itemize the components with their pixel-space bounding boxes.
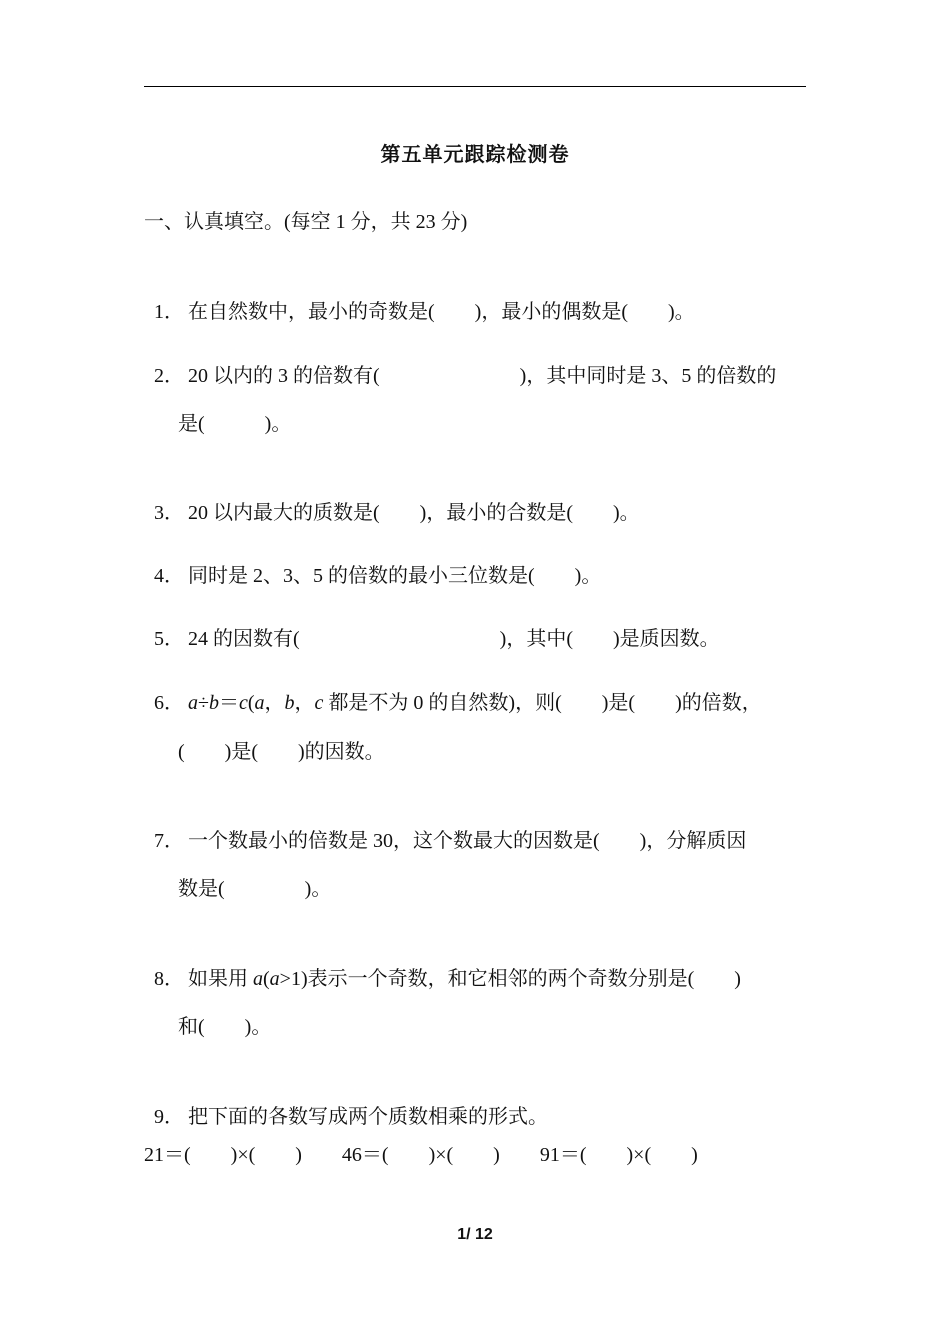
question-number: 6． (154, 692, 184, 714)
divide-sign: ÷ (198, 692, 209, 714)
question-6 (144, 664, 762, 716)
equals-sign: ＝ (218, 692, 239, 714)
comma: ， (264, 692, 285, 714)
question-number: 2． (154, 365, 184, 387)
variable-a: a (253, 968, 263, 990)
question-number: 1． (154, 301, 184, 323)
variable-a: a (269, 968, 280, 990)
question-6-continuation: ( )是( )的因数。 (178, 741, 385, 763)
question-number: 3． (154, 502, 184, 524)
header-rule (144, 86, 806, 87)
paren-open: ( (247, 692, 255, 714)
question-text: 都是不为 0 的自然数)，则( )是( )的倍数， (323, 692, 762, 714)
question-7 (144, 802, 746, 854)
question-8-continuation: 和( )。 (178, 1016, 272, 1038)
question-text: 在自然数中，最小的奇数是( )，最小的偶数是( )。 (188, 301, 695, 323)
question-text: 如果用 (188, 968, 253, 990)
question-text: 20 以内的 3 的倍数有( )，其中同时是 3、5 的倍数的 (188, 365, 777, 387)
page-number: 1/ 12 (457, 1226, 493, 1243)
section-heading: 一、认真填空。(每空 1 分，共 23 分) (144, 211, 468, 233)
question-text: 一个数最小的倍数是 30，这个数最大的因数是( )，分解质因 (188, 830, 747, 852)
question-3 (144, 474, 640, 526)
question-text: 20 以内最大的质数是( )，最小的合数是( )。 (188, 502, 640, 524)
question-number: 4． (154, 565, 184, 587)
question-text: 同时是 2、3、5 的倍数的最小三位数是( )。 (188, 565, 602, 587)
variable-c: c (238, 692, 248, 714)
question-4 (144, 537, 601, 589)
question-5 (144, 600, 720, 652)
question-text: 把下面的各数写成两个质数相乘的形式。 (188, 1106, 548, 1128)
variable-b: b (284, 692, 295, 714)
question-text: 24 的因数有( )，其中( )是质因数。 (188, 628, 720, 650)
question-8 (144, 940, 741, 992)
variable-b: b (208, 692, 219, 714)
question-2-continuation: 是( )。 (178, 413, 292, 435)
variable-a: a (254, 692, 265, 714)
question-number: 8． (154, 968, 184, 990)
question-9-expressions: 21＝( )×( ) 46＝( )×( ) 91＝( )×( ) (144, 1144, 698, 1166)
question-2 (144, 337, 776, 389)
question-number: 9． (154, 1106, 184, 1128)
question-text: >1)表示一个奇数，和它相邻的两个奇数分别是( ) (279, 968, 741, 990)
comma: ， (294, 692, 315, 714)
question-number: 5． (154, 628, 184, 650)
question-7-continuation: 数是( )。 (178, 878, 332, 900)
variable-a: a (188, 692, 198, 714)
paren-open: ( (263, 968, 270, 990)
question-number: 7． (154, 830, 184, 852)
page-title: 第五单元跟踪检测卷 (380, 144, 570, 166)
question-1 (144, 273, 695, 325)
question-9 (144, 1078, 548, 1130)
variable-c: c (314, 692, 324, 714)
